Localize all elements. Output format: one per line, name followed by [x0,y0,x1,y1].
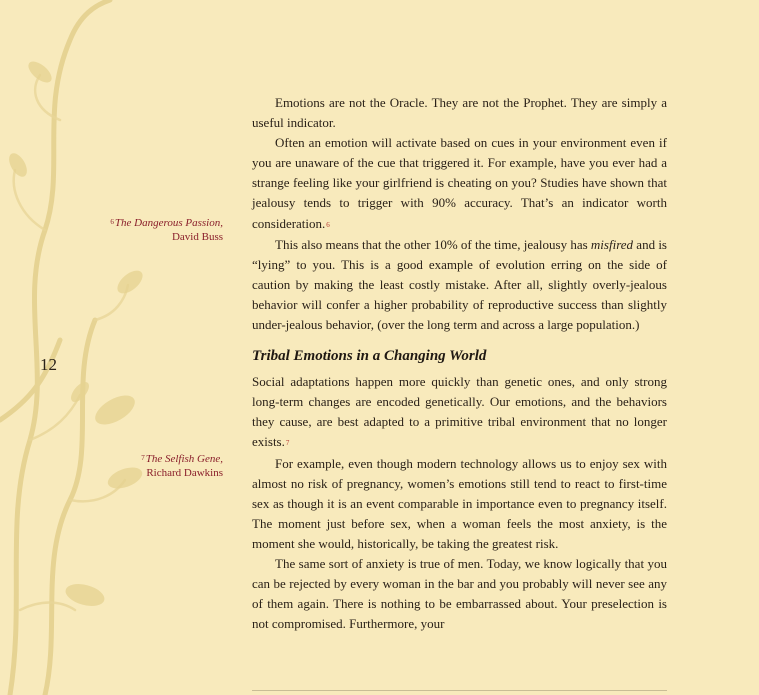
page-number: 12 [40,355,57,374]
main-text [252,93,667,634]
sidenote-title: The Dangerous Passion, [114,217,223,229]
sidenote-number: 7 [141,454,145,462]
paragraph [252,554,667,634]
sidenote-title: The Selfish Gene, [145,453,223,465]
paragraph [252,235,667,335]
paragraph-text: The same sort of anxiety is true of men. Today, we know logically that you can be rejected by every woman in the bar and you probably will never see any of them again. There is nothing to be embarrassed about. Your preselection is not compromised. Furthermore, your [252,555,667,632]
paragraph [252,454,667,554]
paragraph [252,93,667,133]
footnote-ref: 6 [326,220,330,229]
paragraph-text: and is “lying” to you. This is a good example of evolution erring on the side of caution by making the least costly mistake. After all, slightly overly-jealous behavior will confer a higher probability of reproductive success than slightly under-jealous behavior, (over the long term and across a large population.) [252,236,667,333]
paragraph [252,372,667,453]
paragraph-text: Social adaptations happen more quickly than genetic ones, and only strong long-term changes are encoded genetically. Our emotions, and the behaviors they cause, are best adapted to a primitive tribal environment that no longer exists. [252,374,667,450]
paragraph-text: Emotions are not the Oracle. They are not the Prophet. They are simply a useful indicator. [252,95,667,131]
bottom-rule [252,690,667,691]
footnote-ref: 7 [285,439,290,448]
emphasis: misfired [590,236,634,252]
sidenote [60,215,223,244]
paragraph-text: This also means that the other 10% of the time, jealousy has [275,236,591,252]
sidenote-author: David Buss [171,231,223,243]
sidenote-number: 6 [110,218,114,226]
paragraph-text: Often an emotion will activate based on cues in your environment even if you are unaware of the cue that triggered it. For example, have you ever had a strange feeling like your girlfriend is cheating on you? Studies have shown that jealousy tends to trigger with 90% accuracy. That’s an indicator worth consideration. [252,135,667,231]
paragraph-text: For example, even though modern technology allows us to enjoy sex with almost no risk of pregnancy, women’s emotions still tend to react to first-time sex as though it is an event comparable in importance even to pregnancy itself. The moment just before sex, when a woman feels the most anxiety, is the moment she would, historically, be taking the greatest risk. [252,455,667,551]
sidenote-author: Richard Dawkins [146,467,223,479]
section-heading: Tribal Emotions in a Changing World [252,348,487,365]
paragraph [252,133,667,234]
sidenote [60,451,223,480]
